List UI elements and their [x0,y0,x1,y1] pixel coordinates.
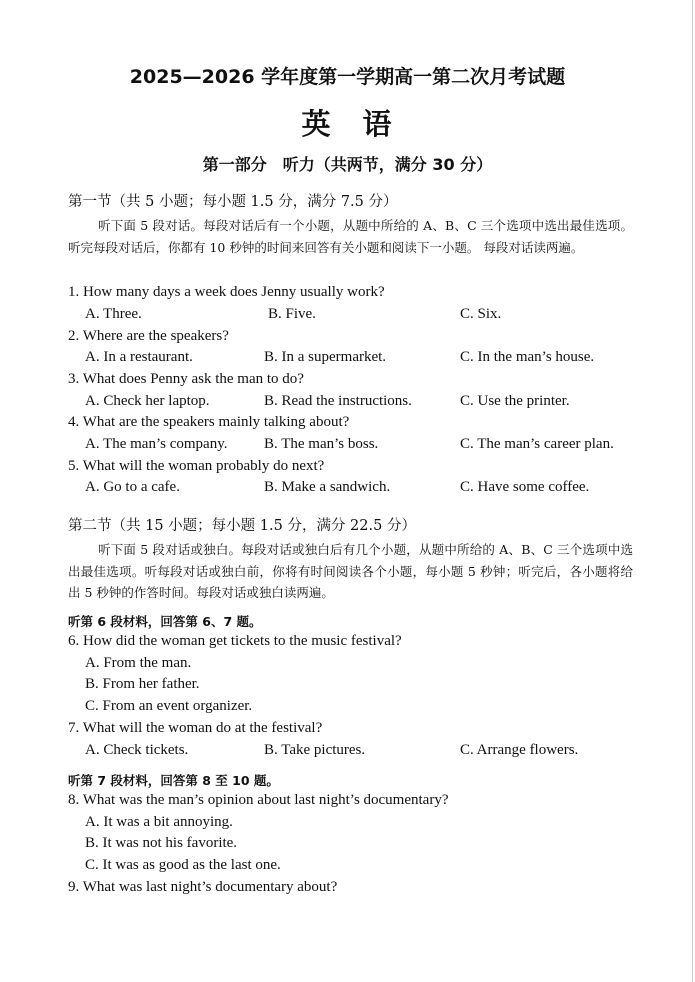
question-4-option-c: C. The man’s career plan. [460,436,614,452]
section2-instruction: 听下面 5 段对话或独白。每段对话或独白后有几个小题，从题中所给的 A、B、C 三个选项中选出最佳选项。听每段对话或独白前，你将有时间阅读各个小题，每小题 5 秒钟；听完后，各小题将给出 5 秒钟的作答时间。每段对话或独白读两遍。 [68,542,633,600]
question-2-option-c: C. In the man’s house. [460,349,595,365]
question-7-option-a: A. Check tickets. [85,742,189,758]
section2-title: 第二节（共 15 小题；每小题 1.5 分，满分 22.5 分） [68,518,416,534]
question-7-stem: 7. What will the woman do at the festival? [68,720,323,736]
question-5-option-c: C. Have some coffee. [460,479,590,495]
question-5-stem: 5. What will the woman probably do next? [68,458,325,474]
material-6-header: 听第 6 段材料，回答第 6、7 题。 [68,614,262,629]
question-7-option-b: B. Take pictures. [264,742,366,758]
subject-char-1: 英 [301,107,333,141]
question-6-option-c: C. From an event organizer. [85,698,253,714]
question-5-option-a: A. Go to a cafe. [85,479,180,495]
question-8-option-a: A. It was a bit annoying. [85,814,233,830]
question-3-option-b: B. Read the instructions. [264,393,412,409]
question-8-stem: 8. What was the man’s opinion about last night’s documentary? [68,792,449,808]
question-9-stem: 9. What was last night’s documentary about? [68,879,338,895]
page-edge-line [692,0,693,982]
question-3-stem: 3. What does Penny ask the man to do? [68,371,304,387]
question-3-option-a: A. Check her laptop. [85,393,210,409]
question-8-option-c: C. It was as good as the last one. [85,857,281,873]
question-2-option-b: B. In a supermarket. [264,349,387,365]
question-2-stem: 2. Where are the speakers? [68,328,229,344]
question-8-option-b: B. It was not his favorite. [85,835,238,851]
question-4-stem: 4. What are the speakers mainly talking about? [68,414,350,430]
part-title: 第一部分 听力（共两节，满分 30 分） [202,155,493,174]
question-4-option-a: A. The man’s company. [85,436,228,452]
question-7-option-c: C. Arrange flowers. [460,742,579,758]
section1-instruction: 听下面 5 段对话。每段对话后有一个小题，从题中所给的 A、B、C 三个选项中选出最佳选项。听完每段对话后，你都有 10 秒钟的时间来回答有关小题和阅读下一小题。 每段对话读两遍。 [68,218,633,255]
question-1-option-a: A. Three. [85,306,142,322]
question-3-option-c: C. Use the printer. [460,393,570,409]
material-7-header: 听第 7 段材料，回答第 8 至 10 题。 [68,773,279,788]
subject-title [0,102,695,143]
question-1-option-b: B. Five. [268,306,316,322]
section1-title: 第一节（共 5 小题；每小题 1.5 分，满分 7.5 分） [68,194,398,210]
question-2-option-a: A. In a restaurant. [85,349,193,365]
exam-title: 2025—2026 学年度第一学期高一第二次月考试题 [129,66,566,88]
question-1-stem: 1. How many days a week does Jenny usually work? [68,284,385,300]
question-5-option-b: B. Make a sandwich. [264,479,391,495]
question-6-option-a: A. From the man. [85,655,192,671]
question-6-option-b: B. From her father. [85,676,200,692]
subject-char-2: 语 [362,107,394,141]
question-1-option-c: C. Six. [460,306,502,322]
question-6-stem: 6. How did the woman get tickets to the music festival? [68,633,402,649]
question-4-option-b: B. The man’s boss. [264,436,379,452]
